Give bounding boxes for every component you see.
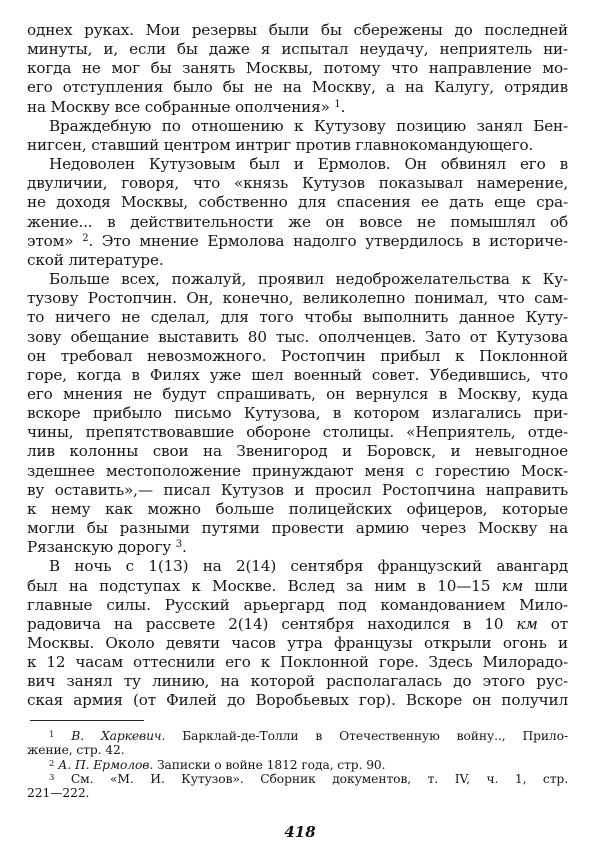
text-line: не доходя Москвы, собственно для спасения ее дать еще сра- — [27, 193, 568, 212]
text-span: шли — [523, 576, 569, 595]
text-line: к 12 часам оттеснили его к Поклонной горе. Здесь Милорадо- — [27, 653, 568, 672]
text-line: здешнее местоположение принуждают меня с горестию Моск- — [27, 461, 568, 480]
text-span: . — [340, 97, 346, 116]
text-line — [27, 615, 568, 634]
text-line: он требовал невозможного. Ростопчин прибыл к Поклонной — [27, 346, 568, 365]
text-line: нигсен, ставший центром интриг против главнокомандующего. — [27, 135, 534, 154]
text-line: его мнения не будут спрашивать, он вернулся в Москву, куда — [27, 384, 568, 403]
text-line: ская армия (от Филей до Воробьевых гор). Вскоре он получил — [27, 691, 568, 710]
text-line: Больше всех, пожалуй, проявил недоброжелательства к Ку- — [49, 270, 568, 289]
text-line: вскоре прибыло письмо Кутузова, в котором излагались при- — [27, 404, 568, 423]
text-line: то ничего не сделал, для того чтобы выполнить данное Куту- — [27, 308, 568, 327]
text-line: жение... в действительности же он вовсе не помышлял об — [27, 212, 568, 231]
footnote-ref-2[interactable]: 2 — [82, 232, 89, 244]
footnote-2 — [27, 758, 568, 772]
text-line: ву оставить»,— писал Кутузов и просил Ростопчина направить — [27, 480, 568, 499]
footnote-marker: 1 — [49, 730, 55, 740]
text-span: Рязанскую дорогу — [27, 538, 172, 557]
footnote-ref-3[interactable]: 3 — [175, 539, 183, 551]
text-span: радовича на рассвете 2(14) сентября находился в 10 — [27, 614, 517, 633]
text-line: тузову Ростопчин. Он, конечно, великолепно понимал, что сам- — [27, 289, 568, 308]
text-line: В ночь с 1(13) на 2(14) сентября французский авангард — [49, 557, 568, 576]
text-line: к нему как можно больше полицейских офицеров, которые — [27, 499, 568, 518]
text-line: Враждебную по отношению к Кутузову позицию занял Бен- — [49, 116, 568, 135]
unit-km: км — [501, 576, 524, 595]
text-line — [27, 577, 568, 596]
footnote-1-cont: жение, стр. 42. — [27, 743, 125, 758]
unit-km: км — [516, 614, 538, 633]
text-line: двуличии, говоря, что «князь Кутузов показывал намерение, — [27, 174, 568, 193]
text-line: лив колонны свои на Звенигород и Боровск, и невыгодное — [27, 442, 568, 461]
text-line — [27, 232, 568, 251]
text-span: . Это мнение Ермолова надолго утвердилось в историче- — [88, 231, 568, 250]
text-line: главные силы. Русский арьергард под командованием Мило- — [27, 595, 568, 614]
text-line: чины, препятствовавшие обороне столицы. «Неприятель, отде- — [27, 423, 568, 442]
text-line: Недоволен Кутузовым был и Ермолов. Он обвинял его в — [49, 155, 568, 174]
footnote-3-cont: 221—222. — [27, 786, 90, 801]
text-line: горе, когда в Филях уже шел военный совет. Убедившись, что — [27, 365, 568, 384]
footnote-separator — [30, 720, 144, 721]
text-span: этом» — [27, 231, 74, 250]
text-span: от — [537, 614, 568, 633]
footnote-text: См. «М. И. Кутузов». Сборник документов, т. IV, ч. 1, стр. — [70, 771, 569, 786]
footnote-3 — [27, 772, 568, 786]
footnote-text: . Барклай-де-Толли в Отечественную войну.., Прило- — [161, 729, 569, 743]
text-line: могли бы разными путями провести армию через Москву на — [27, 519, 568, 538]
text-span: на Москву все собранные ополчения» — [27, 97, 330, 116]
footnote-1 — [27, 729, 568, 743]
text-line: ской литературе. — [27, 250, 164, 269]
text-span: был на подступах к Москве. Вслед за ним в 10—15 — [27, 576, 502, 595]
footnote-marker: 2 — [49, 758, 55, 769]
footnotes — [27, 729, 568, 800]
text-span: . — [182, 538, 187, 557]
text-line: его отступления было бы не на Москву, а на Калугу, отрядив — [27, 78, 568, 97]
text-line: минуты, и, если бы даже я испытал неудачу, неприятель ни- — [27, 40, 568, 59]
footnote-author: А. П. Ермолов — [58, 757, 150, 772]
footnote-ref-1[interactable]: 1 — [334, 98, 341, 110]
text-line: Москвы. Около девяти часов утра французы открыли огонь и — [27, 634, 568, 652]
text-line: зову обещание выставить 80 тыс. ополченцев. Зато от Кутузова — [27, 327, 568, 346]
text-line — [27, 98, 568, 117]
footnote-author: В. Харкевич — [71, 729, 162, 743]
footnote-text: . Записки о войне 1812 года, стр. 90. — [149, 757, 386, 772]
body-text — [27, 21, 568, 711]
footnote-marker: 3 — [49, 772, 55, 783]
text-line: однех руках. Мои резервы были бы сбережены до последней — [27, 21, 568, 39]
text-line: когда не мог бы занять Москвы, потому что направление мо- — [27, 59, 568, 78]
text-line — [27, 538, 568, 557]
page-number: 418 — [284, 823, 316, 841]
text-line: вич занял ту линию, на которой располагалась до этого рус- — [27, 672, 568, 691]
